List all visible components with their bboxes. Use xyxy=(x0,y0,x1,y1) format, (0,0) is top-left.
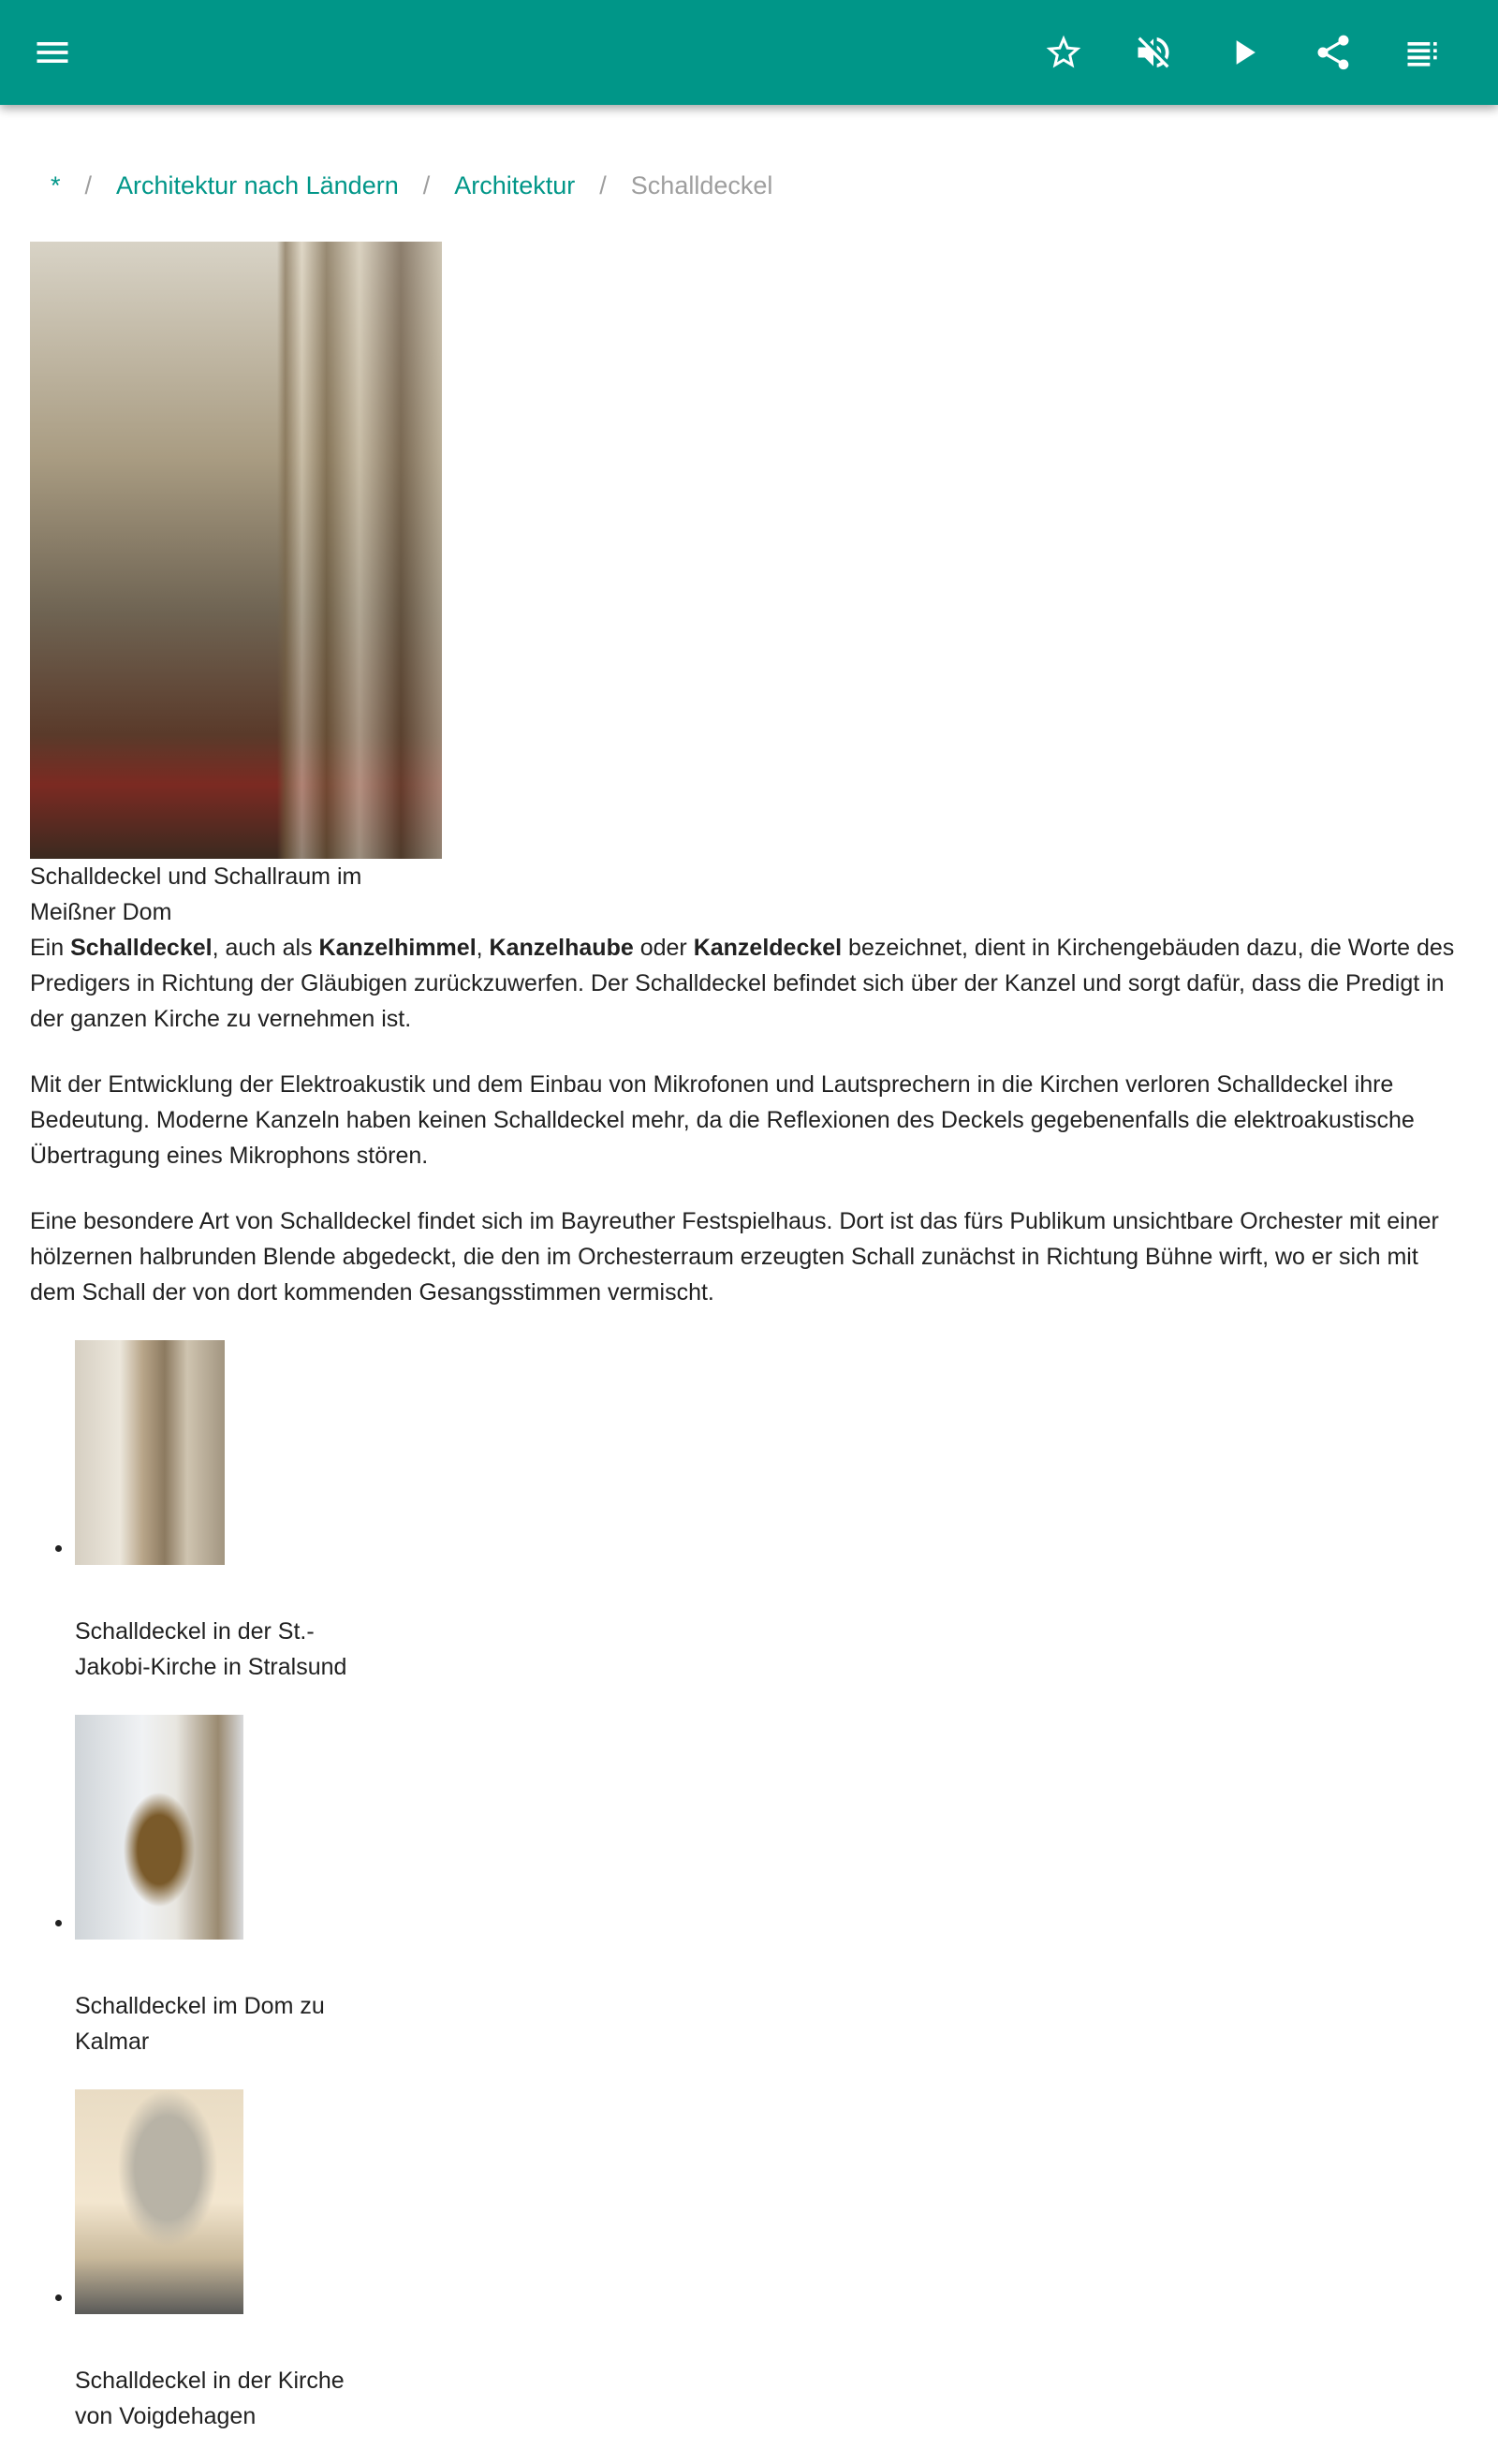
bold-term: Kanzeldeckel xyxy=(693,935,843,961)
share-icon[interactable] xyxy=(1311,30,1356,75)
volume-off-icon[interactable] xyxy=(1131,30,1176,75)
gallery-image-stralsund[interactable] xyxy=(75,1340,225,1565)
app-bar xyxy=(0,0,1498,105)
main-image-meissner-dom[interactable] xyxy=(30,242,442,859)
gallery-image-voigdehagen[interactable] xyxy=(75,2089,243,2314)
text: oder xyxy=(633,935,694,961)
menu-icon[interactable] xyxy=(30,30,75,75)
gallery-caption: • Schalldeckel in der Kirche von Voigdehagen xyxy=(75,2368,345,2429)
gallery-image-kalmar[interactable] xyxy=(75,1715,243,1940)
breadcrumb-current: Schalldeckel xyxy=(630,171,773,199)
gallery-caption: • Schalldeckel im Dom zu Kalmar xyxy=(75,1993,325,2055)
gallery-caption: • Schalldeckel in der St.-Jakobi-Kirche in Stralsund xyxy=(75,1618,347,1680)
bold-term: Kanzelhimmel xyxy=(318,935,477,961)
paragraph-bayreuth: Eine besondere Art von Schalldeckel findet sich im Bayreuther Festspielhaus. Dort ist das fürs Publikum unsichtbare Orchester mit einer hölzernen halbrunden Blende abgedeckt, die den im Orchesterraum erzeugten Schall zunächst in Richtung Bühne wirft, wo er sich mit dem Schall der von dort kommenden Gesangsstimmen vermischt. xyxy=(30,1208,1439,1306)
gallery-item xyxy=(75,1340,1468,1685)
main-image-caption: Schalldeckel und Schallraum im Meißner Dom xyxy=(30,863,362,925)
breadcrumb-architektur[interactable]: Architektur xyxy=(454,171,576,199)
article xyxy=(30,242,1468,2464)
breadcrumb-architektur-nach-laendern[interactable]: Architektur nach Ländern xyxy=(116,171,399,199)
breadcrumb-separator: / xyxy=(84,171,93,199)
text: , auch als xyxy=(212,935,319,961)
text: Ein xyxy=(30,935,71,961)
bold-term: Schalldeckel xyxy=(70,935,213,961)
paragraph-elektroakustik: Mit der Entwicklung der Elektroakustik und dem Einbau von Mikrofonen und Lautsprechern in die Kirchen verloren Schalldeckel ihre Bedeutung. Moderne Kanzeln haben keinen Schalldeckel mehr, da die Reflexionen des Deckels gegebenenfalls die elektroakustische Übertragung eines Mikrophons stören. xyxy=(30,1071,1415,1169)
star-icon[interactable] xyxy=(1041,30,1086,75)
play-icon[interactable] xyxy=(1221,30,1266,75)
gallery-item xyxy=(75,1715,1468,2059)
breadcrumb-home[interactable]: * xyxy=(51,171,61,199)
bold-term: Kanzelhaube xyxy=(489,935,634,961)
gallery-item xyxy=(75,2089,1468,2434)
breadcrumb xyxy=(51,167,772,204)
playlist-icon[interactable] xyxy=(1401,30,1446,75)
breadcrumb-separator: / xyxy=(422,171,431,199)
text: bezeichnet, dient in Kirchengebäuden dazu, die Worte des Predigers in Richtung der Gläubigen zurückzuwerfen. Der Schalldeckel befindet sich über der Kanzel und sorgt dafür, dass die Predigt in der ganzen Kirche zu vernehmen ist. xyxy=(30,935,1455,1032)
paragraph-intro xyxy=(30,930,1468,1037)
breadcrumb-separator: / xyxy=(599,171,607,199)
text: , xyxy=(476,935,490,961)
image-gallery xyxy=(30,1340,1468,2434)
